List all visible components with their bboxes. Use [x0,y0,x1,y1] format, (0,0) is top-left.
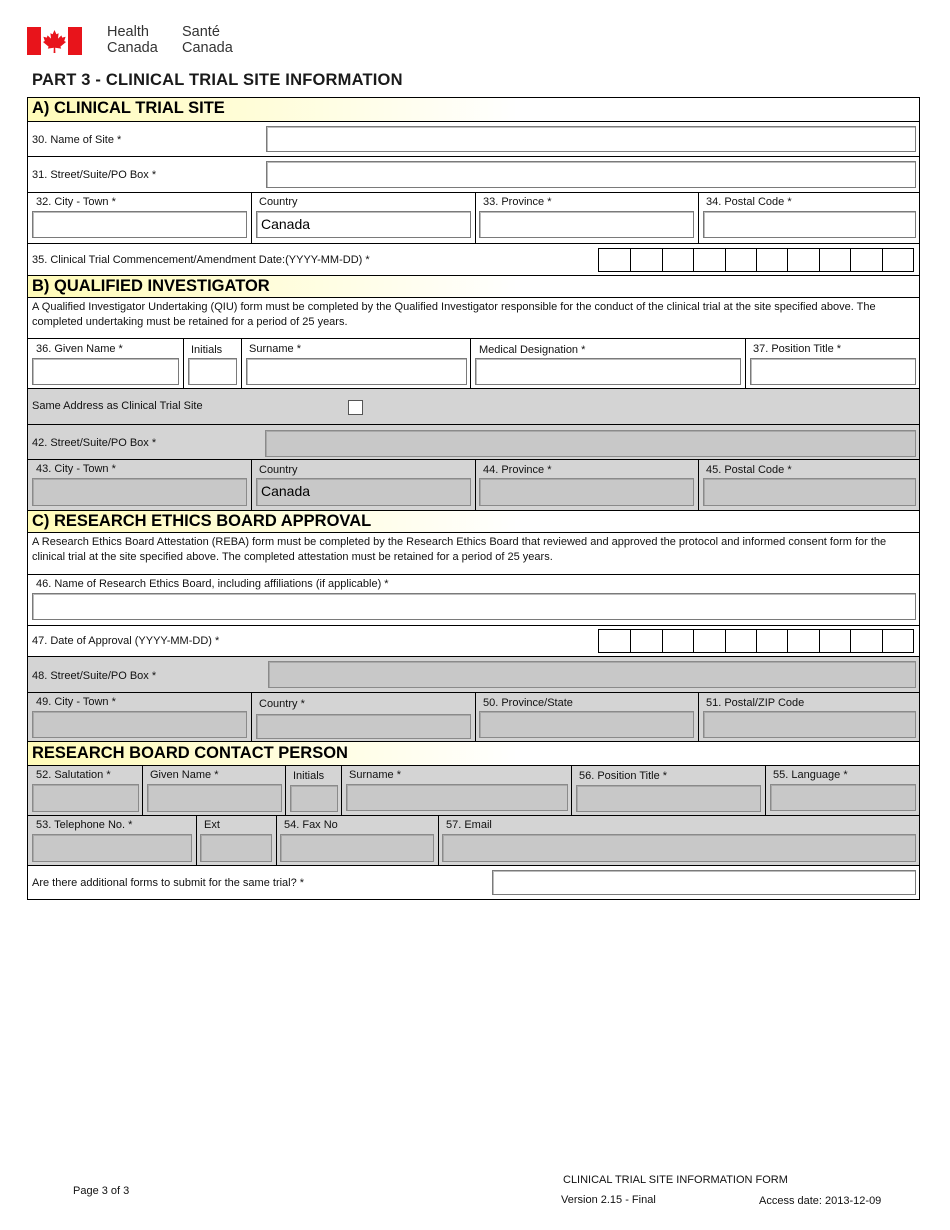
date-digit-cell[interactable] [756,630,787,652]
reba-instructions: A Research Ethics Board Attestation (REBA) form must be completed by the Research Ethics Board that reviewed and approved the protocol and informed consent form for the clinical trial at the site specified above. The completed attestation must be retained for a period of 25 years. [32,536,887,563]
investigator-street-label: 42. Street/Suite/PO Box * [32,437,157,449]
dept-en-line1: Health [107,24,149,40]
contact-telephone-label: 53. Telephone No. * [36,819,133,831]
contact-fax-label: 54. Fax No [284,819,338,831]
date-digit-cell[interactable] [599,630,630,652]
contact-salutation-label: 52. Salutation * [36,769,111,781]
date-digit-cell[interactable] [599,249,630,271]
site-country-label: Country [259,196,298,208]
investigator-location-row [28,459,919,510]
date-digit-cell[interactable] [662,249,693,271]
contact-email-label: 57. Email [446,819,492,831]
date-digit-cell[interactable] [693,630,724,652]
contact-language-label: 55. Language * [773,769,848,781]
dept-fr-line1: Santé [182,24,220,40]
reba-instructions-row [28,532,919,574]
date-digit-cell[interactable] [819,249,850,271]
reb-name-label: 46. Name of Research Ethics Board, including affiliations (if applicable) * [36,578,389,590]
date-digit-cell[interactable] [630,249,661,271]
date-digit-cell[interactable] [882,630,913,652]
medical-designation-label: Medical Designation * [479,344,586,356]
contact-initials-input[interactable] [290,785,338,812]
contact-language-input[interactable] [770,784,916,811]
investigator-surname-input[interactable] [246,358,467,385]
investigator-city-label: 43. City - Town * [36,463,116,475]
section-b-title: B) QUALIFIED INVESTIGATOR [28,275,919,297]
reb-postal-code-label: 51. Postal/ZIP Code [706,697,805,709]
investigator-postal-code-input[interactable] [703,478,916,506]
contact-surname-label: Surname * [349,769,401,781]
date-digit-cell[interactable] [787,630,818,652]
dept-en-line2: Canada [107,40,158,56]
site-name-label: 30. Name of Site * [32,134,122,146]
commencement-date-label: 35. Clinical Trial Commencement/Amendment Date:(YYYY-MM-DD) * [32,254,370,266]
canada-flag-logo [27,27,82,55]
reb-city-label: 49. City - Town * [36,696,116,708]
contact-section-title: RESEARCH BOARD CONTACT PERSON [28,741,919,765]
date-digit-cell[interactable] [662,630,693,652]
contact-given-name-label: Given Name * [150,769,219,781]
investigator-position-title-label: 37. Position Title * [753,343,842,355]
site-city-input[interactable] [32,211,247,238]
investigator-street-row [28,424,919,459]
commencement-date-row [28,243,919,275]
date-digit-cell[interactable] [725,630,756,652]
contact-email-input[interactable] [442,834,916,862]
date-digit-cell[interactable] [756,249,787,271]
reb-name-input[interactable] [32,593,916,620]
medical-designation-input[interactable] [475,358,741,385]
site-street-label: 31. Street/Suite/PO Box * [32,169,157,181]
access-date: Access date: 2013-12-09 [759,1195,882,1207]
contact-initials-label: Initials [293,770,325,782]
contact-ext-label: Ext [204,819,220,831]
investigator-postal-code-label: 45. Postal Code * [706,464,792,476]
date-digit-cell[interactable] [882,249,913,271]
reb-street-row [28,656,919,692]
section-a-title: A) CLINICAL TRIAL SITE [28,98,919,121]
date-digit-cell[interactable] [630,630,661,652]
investigator-name-row [28,338,919,388]
part-title: PART 3 - CLINICAL TRIAL SITE INFORMATION [32,71,403,89]
date-digit-cell[interactable] [850,249,881,271]
contact-fax-input[interactable] [280,834,434,862]
approval-date-label: 47. Date of Approval (YYYY-MM-DD) * [32,635,220,647]
approval-date-row [28,625,919,656]
investigator-province-input[interactable] [479,478,694,506]
same-address-label: Same Address as Clinical Trial Site [32,400,203,412]
site-information-form [27,97,920,900]
investigator-position-title-input[interactable] [750,358,916,385]
site-country-input[interactable]: Canada [256,211,471,238]
reb-country-label: Country * [259,698,305,710]
site-street-row [28,156,919,192]
reb-location-row [28,692,919,741]
site-location-row [28,192,919,243]
reb-city-input[interactable] [32,711,247,738]
date-digit-cell[interactable] [725,249,756,271]
investigator-country-label: Country [259,464,298,476]
page-number: Page 3 of 3 [73,1185,130,1197]
investigator-initials-input[interactable] [188,358,237,385]
investigator-province-label: 44. Province * [483,464,552,476]
contact-given-name-input[interactable] [147,784,282,812]
contact-ext-input[interactable] [200,834,272,862]
same-address-row [28,388,919,424]
site-name-input[interactable] [266,126,916,152]
investigator-given-name-label: 36. Given Name * [36,343,123,355]
reb-name-row [28,574,919,625]
contact-name-row [28,765,919,815]
site-city-label: 32. City - Town * [36,196,116,208]
additional-forms-select[interactable] [492,870,916,895]
date-digit-cell[interactable] [787,249,818,271]
site-province-label: 33. Province * [483,196,552,208]
reb-street-label: 48. Street/Suite/PO Box * [32,670,157,682]
commencement-date-input[interactable] [598,248,914,272]
form-version: Version 2.15 - Final [561,1194,656,1206]
site-postal-code-label: 34. Postal Code * [706,196,792,208]
investigator-street-input[interactable] [265,430,916,457]
contact-telephone-input[interactable] [32,834,192,862]
reb-street-input[interactable] [268,661,916,688]
date-digit-cell[interactable] [850,630,881,652]
reb-province-input[interactable] [479,711,694,738]
reb-postal-code-input[interactable] [703,711,916,738]
qiu-instructions-row [28,297,919,338]
date-digit-cell[interactable] [693,249,724,271]
additional-forms-row [28,865,919,899]
contact-position-title-input[interactable] [576,785,761,812]
site-postal-code-input[interactable] [703,211,916,238]
section-c-title: C) RESEARCH ETHICS BOARD APPROVAL [28,510,919,532]
contact-salutation-input[interactable] [32,784,139,812]
date-digit-cell[interactable] [819,630,850,652]
dept-fr-line2: Canada [182,40,233,56]
investigator-country-input[interactable]: Canada [256,478,471,506]
site-province-input[interactable] [479,211,694,238]
reb-country-input[interactable] [256,714,471,739]
site-name-row [28,121,919,156]
reb-province-label: 50. Province/State [483,697,573,709]
approval-date-input[interactable] [598,629,914,653]
investigator-initials-label: Initials [191,344,223,356]
contact-phone-row [28,815,919,865]
qiu-instructions: A Qualified Investigator Undertaking (QIU) form must be completed by the Qualified Investigator responsible for the conduct of the clinical trial at the site specified above. The completed undertaking must be retained for a period of 25 years. [32,301,876,328]
investigator-given-name-input[interactable] [32,358,179,385]
form-name: CLINICAL TRIAL SITE INFORMATION FORM [563,1174,788,1186]
investigator-surname-label: Surname * [249,343,301,355]
sante-canada-wordmark-fr [182,24,233,56]
contact-surname-input[interactable] [346,784,568,811]
same-address-checkbox[interactable] [348,400,363,415]
additional-forms-label: Are there additional forms to submit for the same trial? * [32,877,305,889]
site-street-input[interactable] [266,161,916,188]
health-canada-wordmark-en [107,24,158,56]
contact-position-title-label: 56. Position Title * [579,770,668,782]
investigator-city-input[interactable] [32,478,247,506]
